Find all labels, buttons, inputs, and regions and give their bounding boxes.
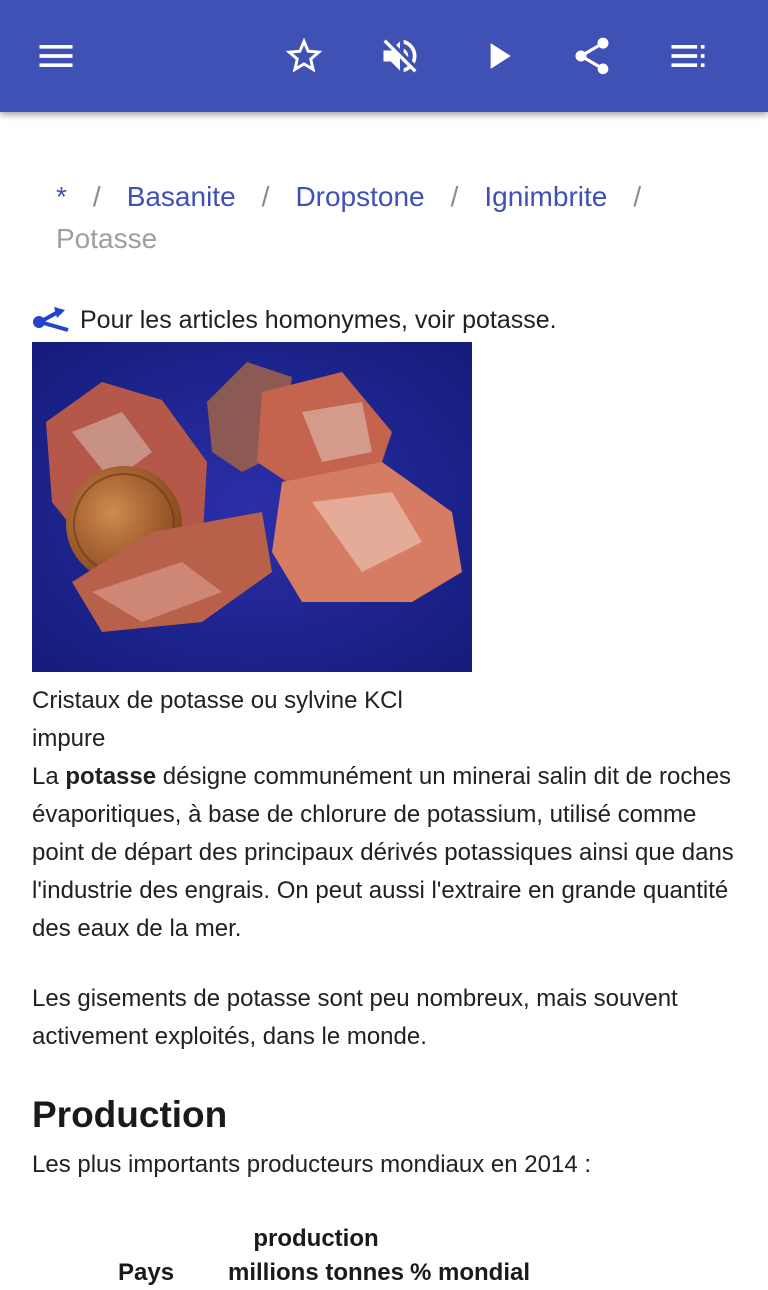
breadcrumb [56, 176, 736, 260]
breadcrumb-separator: / [92, 181, 101, 212]
section-intro: Les plus importants producteurs mondiaux en 2014 : [32, 1151, 591, 1178]
article-paragraph-2: Les gisements de potasse sont peu nombreux, mais souvent activement exploités, dans le monde. [32, 985, 678, 1050]
photo-illustration [32, 342, 472, 672]
mute-button[interactable] [368, 24, 432, 88]
favorite-button[interactable] [272, 24, 336, 88]
breadcrumb-item-basanite[interactable]: Basanite [126, 181, 236, 212]
homonym-notice[interactable] [32, 298, 557, 342]
breadcrumb-separator: / [450, 181, 459, 212]
share-icon [570, 34, 614, 78]
intro-start: La [32, 763, 66, 790]
menu-button[interactable] [24, 24, 88, 88]
disambiguation-icon [32, 304, 72, 336]
table-header-production-line2: millions tonnes [227, 1259, 404, 1286]
breadcrumb-item-home[interactable]: * [56, 181, 67, 212]
app-bar [0, 0, 768, 112]
star-outline-icon [282, 34, 326, 78]
intro-bold-term: potasse [65, 763, 157, 790]
breadcrumb-item-dropstone[interactable]: Dropstone [295, 181, 425, 212]
breadcrumb-item-ignimbrite[interactable]: Ignimbrite [484, 181, 608, 212]
play-icon [476, 34, 520, 78]
breadcrumb-separator: / [261, 181, 270, 212]
article-intro [32, 758, 738, 948]
intro-rest: désigne communément un minerai salin dit de roches évaporitiques, à base de chlorure de potassium, utilisé comme point de départ des principaux dérivés potassiques ainsi que dans l'industrie des engrais. On peut aussi l'extraire en grande quantité des eaux de la mer. [32, 763, 734, 942]
menu-icon [34, 34, 78, 78]
potash-crystals-photo[interactable] [32, 342, 472, 672]
breadcrumb-current: Potasse [56, 223, 158, 254]
breadcrumb-separator: / [633, 181, 642, 212]
table-header-production-line1: production [253, 1225, 379, 1252]
figure-caption: Cristaux de potasse ou sylvine KCl impure [32, 687, 403, 752]
play-button[interactable] [466, 24, 530, 88]
share-button[interactable] [560, 24, 624, 88]
playlist-button[interactable] [656, 24, 720, 88]
playlist-icon [666, 34, 710, 78]
section-title-production: Production [32, 1094, 228, 1135]
homonym-text: Pour les articles homonymes, voir potasse. [80, 305, 557, 334]
volume-off-icon [378, 34, 422, 78]
table-header-share: % mondial [410, 1259, 531, 1286]
table-header-country: Pays [118, 1259, 175, 1286]
